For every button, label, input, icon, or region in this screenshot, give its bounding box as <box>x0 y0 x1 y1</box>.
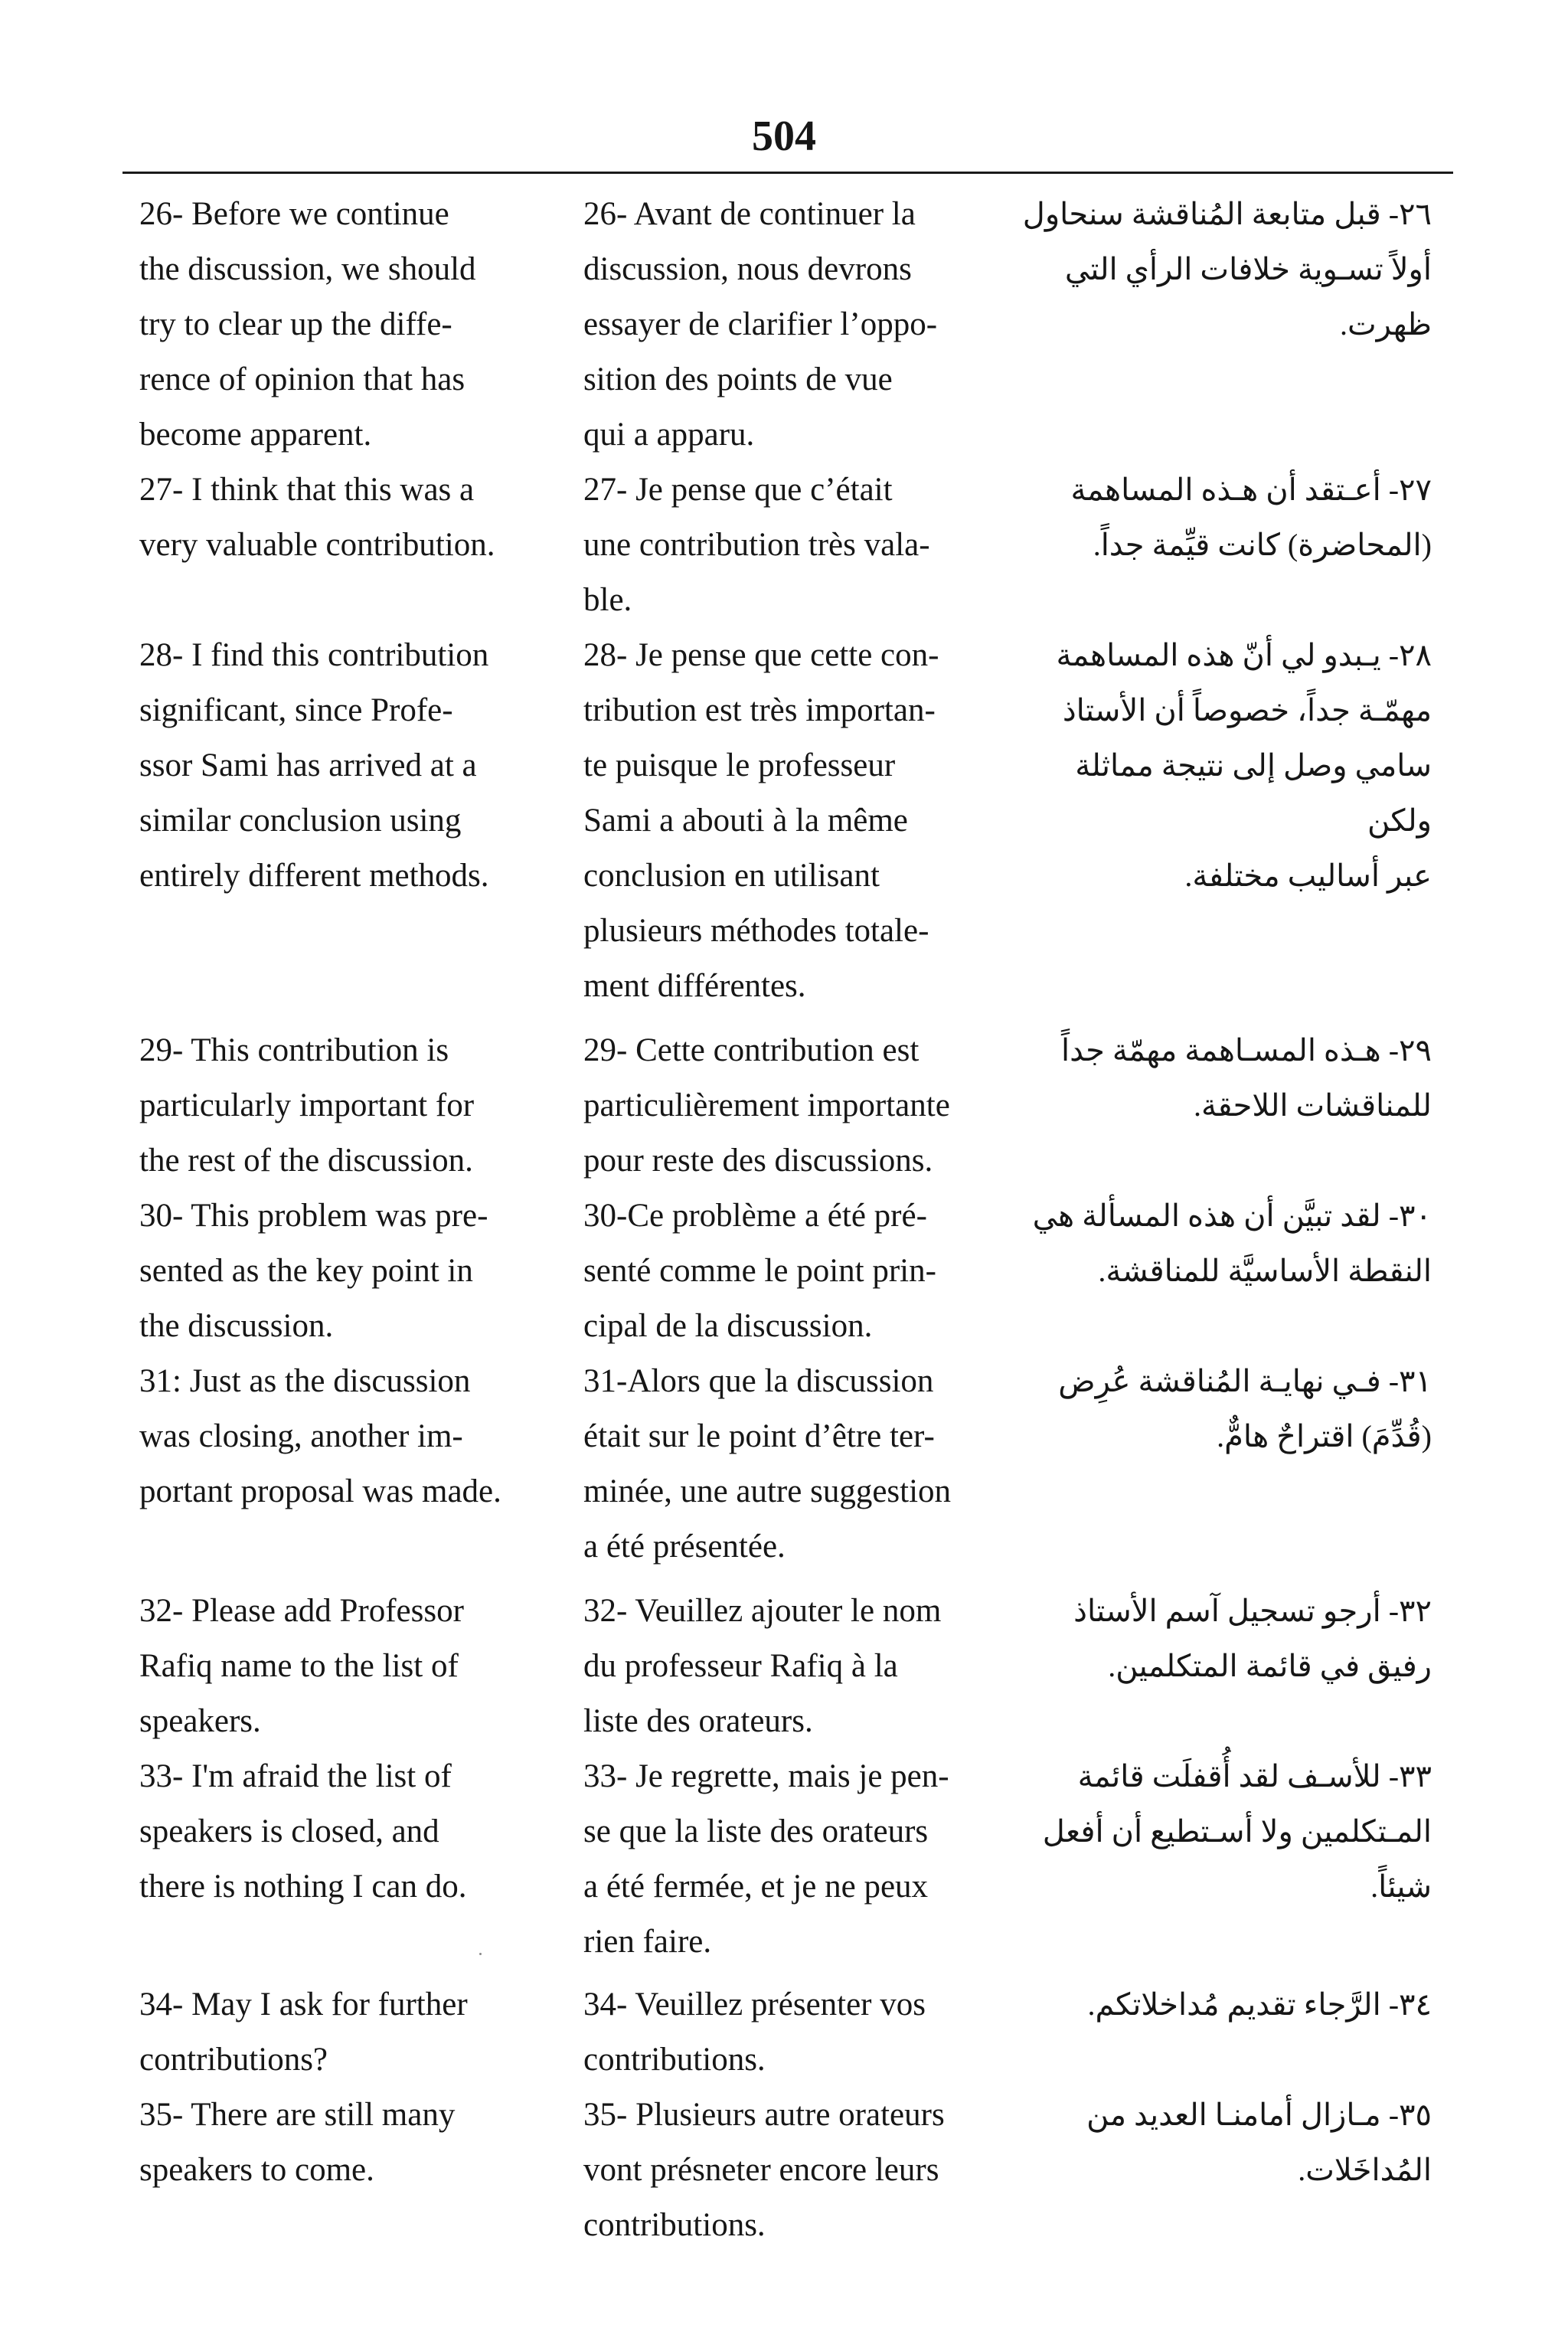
french-text: 28- Je pense que cette con- tribution est très importan- te puisque le professeur Sami a abouti à la même conclusion en utilisant plusieurs méthodes totale- ment différentes. <box>583 637 939 1004</box>
entry-31 <box>0 1354 1568 1584</box>
entry-35 <box>0 2088 1568 2253</box>
entry-27 <box>0 463 1568 628</box>
english-text: 28- I find this contribution significant, since Profe- ssor Sami has arrived at a similar conclusion using entirely different methods. <box>139 637 489 894</box>
header-rule <box>122 172 1453 174</box>
french-text: 34- Veuillez présenter vos contributions. <box>583 1987 926 2078</box>
english-text: 35- There are still many speakers to come. <box>139 2097 456 2188</box>
arabic-text: ٣٤- الرَّجاء تقديم مُداخلاتكم. <box>1087 1987 1432 2022</box>
entry-32 <box>0 1584 1568 1749</box>
phrase-table <box>0 187 1568 2255</box>
arabic-text: ٢٨- يـبدو لي أنّ هذه المساهمة مهمّـة جداً، خصوصاً أن الأستاذ سامي وصل إلى نتيجة مماثلة ولكن عبر أساليب مختلفة. <box>1056 638 1432 893</box>
scan-speck <box>479 1953 482 1955</box>
entry-30 <box>0 1189 1568 1354</box>
arabic-text: ٢٧- أعـتقد أن هـذه المساهمة (المحاضرة) كانت قيِّمة جداً. <box>1070 473 1432 562</box>
english-text: 31: Just as the discussion was closing, another im- portant proposal was made. <box>139 1363 501 1509</box>
arabic-text: ٣٠- لقد تبيَّن أن هذه المسألة هي النقطة الأساسيَّة للمناقشة. <box>1032 1198 1432 1288</box>
french-text: 30-Ce problème a été pré- senté comme le point prin- cipal de la discussion. <box>583 1198 936 1344</box>
english-text: 32- Please add Professor Rafiq name to the list of speakers. <box>139 1593 464 1739</box>
english-text: 27- I think that this was a very valuable contribution. <box>139 472 495 563</box>
arabic-text: ٣١- فـي نهايـة المُناقشة عُرِض (قُدِّمَ) اقتراحٌ هامٌّ. <box>1058 1364 1432 1454</box>
english-text: 29- This contribution is particularly important for the rest of the discussion. <box>139 1032 475 1179</box>
english-text: 33- I'm afraid the list of speakers is closed, and there is nothing I can do. <box>139 1758 467 1905</box>
french-text: 27- Je pense que c’était une contribution très vala- ble. <box>583 472 930 618</box>
english-text: 30- This problem was pre- sented as the key point in the discussion. <box>139 1198 488 1344</box>
english-text: 26- Before we continue the discussion, we should try to clear up the diffe- rence of opinion that has become apparent. <box>139 196 476 453</box>
arabic-text: ٣٢- أرجو تسجيل آسم الأستاذ رفيق في قائمة المتكلمين. <box>1073 1594 1432 1683</box>
french-text: 31-Alors que la discussion était sur le point d’être ter- minée, une autre suggestion a été présentée. <box>583 1363 952 1565</box>
french-text: 29- Cette contribution est particulièrement importante pour reste des discussions. <box>583 1032 950 1179</box>
french-text: 26- Avant de continuer la discussion, nous devrons essayer de clarifier l’oppo- sition des points de vue qui a apparu. <box>583 196 938 453</box>
arabic-text: ٣٥- مـازال أمامنـا العديد من المُداخَلات. <box>1086 2098 1432 2187</box>
arabic-text: ٣٣- للأسـف لقد أُقفلَت قائمة المـتكلمين ولا أسـتطيع أن أفعل شيئاً. <box>1042 1759 1432 1904</box>
french-text: 33- Je regrette, mais je pen- se que la liste des orateurs a été fermée, et je ne peux rien faire. <box>583 1758 949 1960</box>
arabic-text: ٢٩- هـذه المسـاهمة مهمّة جداً للمناقشات اللاحقة. <box>1060 1033 1432 1123</box>
french-text: 32- Veuillez ajouter le nom du professeur Rafiq à la liste des orateurs. <box>583 1593 942 1739</box>
entry-33 <box>0 1749 1568 1977</box>
english-text: 34- May I ask for further contributions? <box>139 1987 468 2078</box>
page-number: 504 <box>752 113 816 160</box>
entry-29 <box>0 1023 1568 1189</box>
entry-34 <box>0 1977 1568 2088</box>
arabic-text: ٢٦- قبل متابعة المُناقشة سنحاول أولاً تسـوية خلافات الرأي التي ظهرت. <box>1022 197 1432 342</box>
french-text: 35- Plusieurs autre orateurs vont présneter encore leurs contributions. <box>583 2097 945 2243</box>
entry-26 <box>0 187 1568 463</box>
entry-28 <box>0 628 1568 1023</box>
